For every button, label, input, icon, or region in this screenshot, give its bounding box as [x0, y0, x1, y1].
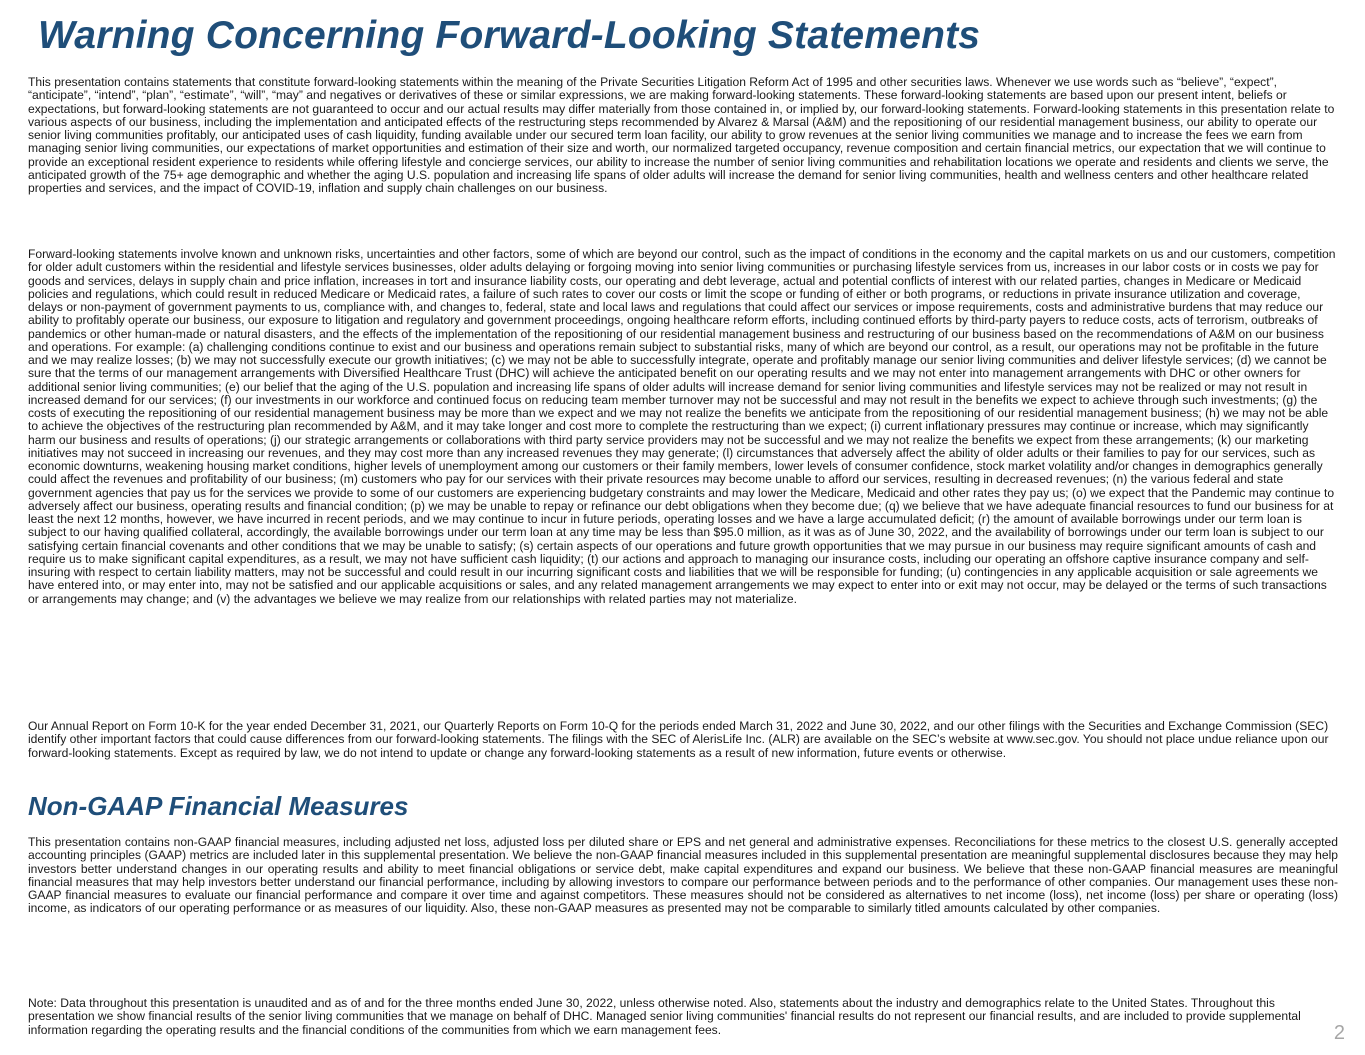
- non-gaap-paragraph: This presentation contains non-GAAP financial measures, including adjusted net loss, adjusted loss per diluted share or EPS and net general and administrative expenses. Reconciliations for these metrics to the closest U.S. generally accepted accounting principles (GAAP) metrics are included later in this supplemental presentation. We believe the non-GAAP financial measures included in this supplemental presentation are meaningful supplemental disclosures because they may help investors better understand changes in our operating results and ability to meet financial obligations or service debt, make capital expenditures and expand our business. We believe that these non-GAAP financial measures are meaningful financial measures that may help investors better understand our financial performance, including by allowing investors to compare our performance between periods and to the performance of other companies. Our management uses these non-GAAP financial measures to evaluate our financial performance and compare it over time and against competitors. These measures should not be considered as alternatives to net income (loss), net income (loss) per share or operating (loss) income, as indicators of our operating performance or as measures of our liquidity. Also, these non-GAAP measures as presented may not be comparable to similarly titled amounts calculated by other companies.: [28, 835, 1338, 916]
- forward-looking-paragraph-2: Forward-looking statements involve known and unknown risks, uncertainties and other factors, some of which are beyond our control, such as the impact of conditions in the economy and the capital markets on us and our customers, competition for older adult customers within the residential and lifestyle services businesses, older adults delaying or forgoing moving into senior living communities or purchasing lifestyle services from us, increases in our labor costs or in costs we pay for goods and services, delays in supply chain and price inflation, increases in tort and insurance liability costs, our operating and debt leverage, actual and potential conflicts of interest with our related parties, changes in Medicare or Medicaid policies and regulations, which could result in reduced Medicare or Medicaid rates, a failure of such rates to cover our costs or limit the scope or funding of either or both programs, or reductions in private insurance utilization and coverage, delays or non-payment of government payments to us, compliance with, and changes to, federal, state and local laws and regulations that could affect our services or impose requirements, costs and administrative burdens that may reduce our ability to profitably operate our business, our exposure to litigation and regulatory and government proceedings, ongoing healthcare reform efforts, including continued efforts by third-party payers to reduce costs, acts of terrorism, outbreaks of pandemics or other human-made or natural disasters, and the effects of the implementation of the repositioning of our residential management business and restructuring of our business based on the recommendations of A&M on our business and operations. For example: (a) challenging conditions continue to exist and our business and operations remain subject to substantial risks, many of which are beyond our control, as a result, our operations may not be profitable in the future and we may realize losses; (b) we may not successfully execute our growth initiatives; (c) we may not be able to successfully integrate, operate and profitably manage our senior living communities and deliver lifestyle services; (d) we cannot be sure that the terms of our management arrangements with Diversified Healthcare Trust (DHC) will achieve the anticipated benefit on our operating results and we may not enter into management arrangements with DHC or other owners for additional senior living communities; (e) our belief that the aging of the U.S. population and increasing life spans of older adults will increase demand for senior living communities and lifestyle services may not be realized or may not result in increased demand for our services; (f) our investments in our workforce and continued focus on reducing team member turnover may not be successful and may not result in the benefits we expect to achieve through such investments; (g) the costs of executing the repositioning of our residential management business may be more than we expect and we may not realize the benefits we anticipate from the repositioning of our residential management business; (h) we may not be able to achieve the objectives of the restructuring plan recommended by A&M, and it may take longer and cost more to complete the restructuring than we expect; (i) current inflationary pressures may continue or increase, which may significantly harm our business and results of operations; (j) our strategic arrangements or collaborations with third party service providers may not be successful and we may not realize the benefits we expect from these arrangements; (k) our marketing initiatives may not succeed in increasing our revenues, and they may cost more than any increased revenues they may generate; (l) circumstances that adversely affect the ability of older adults or their families to pay for our services, such as economic downturns, weakening housing market conditions, higher levels of unemployment among our customers or their family members, lower levels of consumer confidence, stock market volatility and/or changes in demographics generally could affect the revenues and profitability of our business; (m) customers who pay for our services with their private resources may become unable to afford our services, resulting in decreased revenues; (n) the various federal and state government agencies that pay us for the services we provide to some of our customers are experiencing budgetary constraints and may lower the Medicare, Medicaid and other rates they pay us; (o) we expect that the Pandemic may continue to adversely affect our business, operating results and financial condition; (p) we may be unable to repay or refinance our debt obligations when they become due; (q) we believe that we have adequate financial resources to fund our business for at least the next 12 months, however, we have incurred in recent periods, and we may continue to incur in future periods, operating losses and we have a large accumulated deficit; (r) the amount of available borrowings under our term loan is subject to our having qualified collateral, accordingly, the available borrowings under our term loan at any time may be less than $95.0 million, as it was as of June 30, 2022, and the availability of borrowings under our term loan is subject to our satisfying certain financial covenants and other conditions that we may be unable to satisfy; (s) certain aspects of our operations and future growth opportunities that we may pursue in our business may require significant amounts of cash and require us to make significant capital expenditures, as a result, we may not have sufficient cash liquidity; (t) our actions and approach to managing our insurance costs, including our operating an offshore captive insurance company and self-insuring with respect to certain liability matters, may not be successful and could result in our incurring significant costs and liabilities that we will be responsible for funding; (u) contingencies in any applicable acquisition or sale agreements we have entered into, or may enter into, may not be satisfied and our applicable acquisitions or sales, and any related management arrangements we may expect to enter into or exit may not occur, may be delayed or the terms of such transactions or arrangements may change; and (v) the advantages we believe we may realize from our relationships with related parties may not materialize.: [28, 247, 1336, 606]
- non-gaap-heading: Non-GAAP Financial Measures: [28, 791, 409, 821]
- page-number: 2: [1333, 1022, 1345, 1044]
- page-title: Warning Concerning Forward-Looking Statements: [38, 14, 981, 57]
- forward-looking-paragraph-3: Our Annual Report on Form 10-K for the year ended December 31, 2021, our Quarterly Reports on Form 10-Q for the periods ended March 31, 2022 and June 30, 2022, and our other filings with the Securities and Exchange Commission (SEC) identify other important factors that could cause differences from our forward-looking statements. The filings with the SEC of AlerisLife Inc. (ALR) are available on the SEC’s website at www.sec.gov. You should not place undue reliance upon our forward-looking statements. Except as required by law, we do not intend to update or change any forward-looking statements as a result of new information, future events or otherwise.: [28, 719, 1329, 760]
- forward-looking-paragraph-1: This presentation contains statements that constitute forward-looking statements within the meaning of the Private Securities Litigation Reform Act of 1995 and other securities laws. Whenever we use words such as “believe”, “expect”, “anticipate”, “intend”, “plan”, “estimate”, “will”, “may” and negatives or derivatives of these or similar expressions, we are making forward-looking statements. These forward-looking statements are based upon our present intent, beliefs or expectations, but forward-looking statements are not guaranteed to occur and our actual results may differ materially from those contained in, or implied by, our forward-looking statements. Forward-looking statements in this presentation relate to various aspects of our business, including the implementation and anticipated effects of the restructuring steps recommended by Alvarez & Marsal (A&M) and the repositioning of our residential management business, our ability to operate our senior living communities profitably, our anticipated uses of cash liquidity, funding available under our secured term loan facility, our ability to grow revenues at the senior living communities we manage and to increase the fees we earn from managing senior living communities, our expectations of market opportunities and estimation of their size and worth, our normalized targeted occupancy, revenue composition and certain financial metrics, our expectation that we will continue to provide an exceptional resident experience to residents while offering lifestyle and concierge services, our ability to increase the number of senior living communities and rehabilitation locations we operate and residents and clients we serve, the anticipated growth of the 75+ age demographic and whether the aging U.S. population and increasing life spans of older adults will increase the demand for senior living communities, health and wellness centers and other healthcare related properties and services, and the impact of COVID-19, inflation and supply chain challenges on our business.: [28, 75, 1335, 195]
- note-paragraph: Note: Data throughout this presentation is unaudited and as of and for the three months ended June 30, 2022, unless otherwise noted. Also, statements about the industry and demographics relate to the United States. Throughout this presentation we show financial results of the senior living communities that we manage on behalf of DHC. Managed senior living communities' financial results do not represent our financial results, and are included to provide supplemental information regarding the operating results and the financial conditions of the communities from which we earn management fees.: [28, 996, 1301, 1037]
